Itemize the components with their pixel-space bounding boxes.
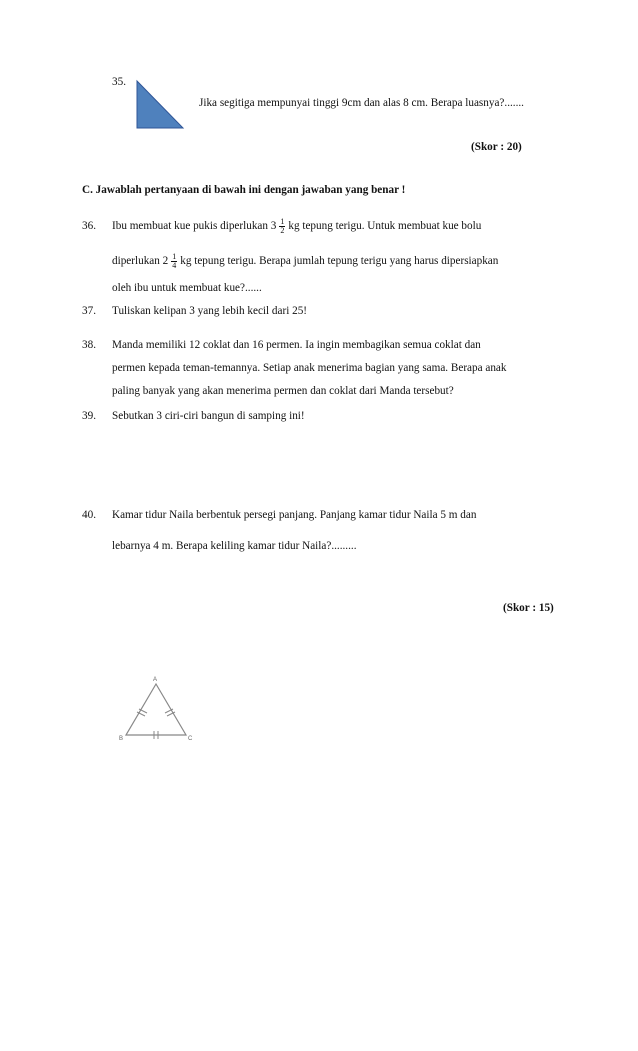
question-38-line-3: paling banyak yang akan menerima permen dan coklat dari Manda tersebut? xyxy=(112,385,454,397)
question-40-score: (Skor : 15) xyxy=(503,602,554,614)
question-38-line-2: permen kepada teman-temannya. Setiap anak menerima bagian yang sama. Berapa anak xyxy=(112,362,507,374)
question-38-number: 38. xyxy=(82,339,96,351)
question-40-number: 40. xyxy=(82,509,96,521)
vertex-label-c: C xyxy=(188,736,193,742)
question-39-number: 39. xyxy=(82,410,96,422)
question-36-number: 36. xyxy=(82,220,96,232)
question-37-number: 37. xyxy=(82,305,96,317)
question-40-line-2: lebarnya 4 m. Berapa keliling kamar tidur Naila?......... xyxy=(112,540,357,552)
question-35-text: Jika segitiga mempunyai tinggi 9cm dan alas 8 cm. Berapa luasnya?....... xyxy=(199,97,524,109)
right-side-tick-marks xyxy=(165,709,175,716)
fraction-one-half-numerator: 1 xyxy=(280,216,285,226)
question-39-text: Sebutkan 3 ciri-ciri bangun di samping ini! xyxy=(112,410,305,422)
section-c-heading: C. Jawablah pertanyaan di bawah ini dengan jawaban yang benar ! xyxy=(82,184,406,196)
vertex-label-a: A xyxy=(153,677,158,683)
question-36-line-2-start: diperlukan 2 xyxy=(112,255,169,267)
question-35-number: 35. xyxy=(112,76,126,88)
isosceles-triangle-outline xyxy=(126,684,186,735)
question-37-text: Tuliskan kelipan 3 yang lebih kecil dari 25! xyxy=(112,305,308,317)
question-35-score: (Skor : 20) xyxy=(471,141,522,153)
fraction-one-quarter-denominator: 4 xyxy=(172,260,177,270)
question-36-line-1-end: kg tepung terigu. Untuk membuat kue bolu xyxy=(288,220,482,232)
question-36-line-2-end: kg tepung terigu. Berapa jumlah tepung terigu yang harus dipersiapkan xyxy=(180,255,499,267)
fraction-one-quarter-numerator: 1 xyxy=(172,251,177,261)
left-side-tick-marks xyxy=(137,709,147,716)
fraction-one-half-denominator: 2 xyxy=(280,225,285,235)
question-36-line-3: oleh ibu untuk membuat kue?...... xyxy=(112,282,262,294)
question-38-line-1: Manda memiliki 12 coklat dan 16 permen. Ia ingin membagikan semua coklat dan xyxy=(112,339,481,351)
question-40-line-1: Kamar tidur Naila berbentuk persegi panjang. Panjang kamar tidur Naila 5 m dan xyxy=(112,509,477,521)
vertex-label-b: B xyxy=(119,736,124,742)
question-36-line-1-start: Ibu membuat kue pukis diperlukan 3 xyxy=(112,220,277,232)
